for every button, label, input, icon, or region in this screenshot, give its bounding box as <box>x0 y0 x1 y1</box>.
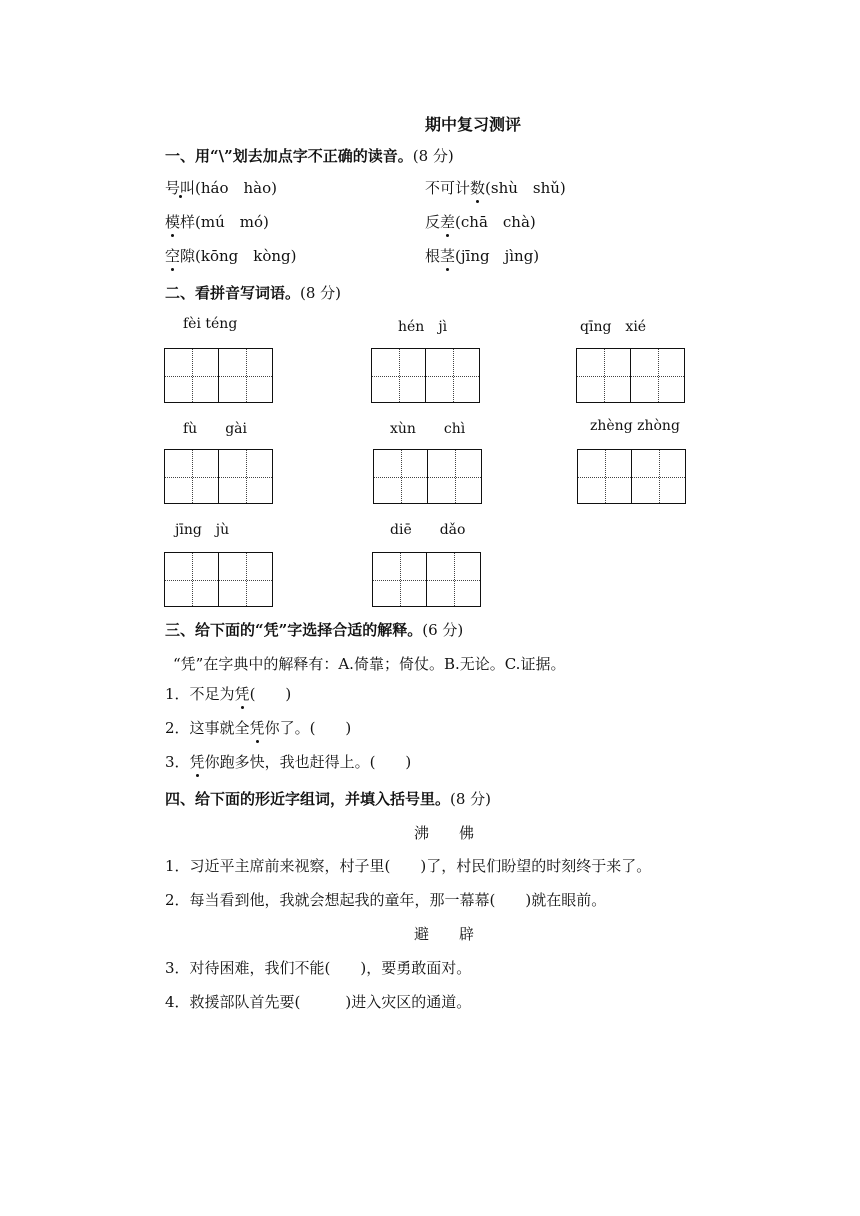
grid-cell[interactable] <box>426 553 480 606</box>
page-title: 期中复习测评 <box>425 115 522 134</box>
s1-item-5-post: 隙 <box>180 247 196 265</box>
s1-item-6-pre: 根 <box>425 247 441 265</box>
grid-cell[interactable] <box>427 450 481 503</box>
grid-cell[interactable] <box>218 553 272 606</box>
s1-item-4-pre: 反 <box>425 213 441 231</box>
s4-question-2: 2．每当看到他，我就会想起我的童年，那一幕幕( )就在眼前。 <box>165 891 607 909</box>
s3-q1-dot: 凭 <box>234 685 250 703</box>
s3-q1-pre: 1．不足为 <box>165 685 235 703</box>
s1-item-2-dot: 数 <box>470 179 486 197</box>
s1-item-4-reading: (chā chà) <box>455 213 536 231</box>
s3-question-1 <box>165 683 291 704</box>
s1-item-2-reading: (shù shǔ) <box>485 179 566 197</box>
pinyin-7: jīng jù <box>175 522 230 538</box>
section3-heading-text: 三、给下面的“凭”字选择合适的解释。 <box>165 621 423 639</box>
section2-heading-text: 二、看拼音写词语。 <box>165 284 301 302</box>
s1-item-2 <box>425 177 566 198</box>
grid-cell[interactable] <box>372 349 425 402</box>
section2-score: (8 分) <box>300 284 342 302</box>
s1-item-1-pre: 号 <box>165 179 181 197</box>
s1-item-4-dot: 差 <box>440 213 456 231</box>
section1-heading <box>165 145 454 166</box>
s1-item-1 <box>165 177 277 198</box>
section3-heading <box>165 619 463 640</box>
s4-char-pair-2: 避 辟 <box>414 925 475 943</box>
pinyin-6: zhèng zhòng <box>590 418 680 434</box>
pinyin-3: qīng xié <box>580 319 647 335</box>
grid-cell[interactable] <box>165 349 218 402</box>
grid-cell[interactable] <box>631 450 685 503</box>
writing-grid-1[interactable] <box>164 348 273 403</box>
s3-q3-post: 你跑多快，我也赶得上。( ) <box>204 753 412 771</box>
pinyin-8: diē dǎo <box>390 522 466 538</box>
grid-cell[interactable] <box>218 349 272 402</box>
section1-score: (8 分) <box>412 147 454 165</box>
writing-grid-7[interactable] <box>164 552 273 607</box>
writing-grid-8[interactable] <box>372 552 481 607</box>
grid-cell[interactable] <box>165 450 218 503</box>
s3-intro: “凭”在字典中的解释有：A.倚靠；倚仗。B.无论。C.证据。 <box>173 655 566 673</box>
s3-question-3 <box>165 751 411 772</box>
writing-grid-2[interactable] <box>371 348 480 403</box>
grid-cell[interactable] <box>577 349 630 402</box>
s1-item-3-dot: 模 <box>165 213 181 231</box>
grid-cell[interactable] <box>218 450 272 503</box>
s1-item-6-dot: 茎 <box>440 247 456 265</box>
grid-cell[interactable] <box>425 349 479 402</box>
s3-question-2 <box>165 717 351 738</box>
s1-item-3-post: 样 <box>180 213 196 231</box>
s3-q2-pre: 2．这事就全 <box>165 719 250 737</box>
grid-cell[interactable] <box>630 349 684 402</box>
section2-heading <box>165 282 341 303</box>
s1-item-2-pre: 不可计 <box>425 179 471 197</box>
s1-item-5 <box>165 245 297 266</box>
s4-question-1: 1．习近平主席前来视察，村子里( )了，村民们盼望的时刻终于来了。 <box>165 857 652 875</box>
section4-heading-text: 四、给下面的形近字组词，并填入括号里。 <box>165 790 451 808</box>
writing-grid-5[interactable] <box>373 449 482 504</box>
s3-q3-pre: 3． <box>165 753 190 771</box>
grid-cell[interactable] <box>373 553 426 606</box>
writing-grid-4[interactable] <box>164 449 273 504</box>
s3-q2-dot: 凭 <box>249 719 265 737</box>
s1-item-5-reading: (kōng kòng) <box>195 247 297 265</box>
s3-q3-dot: 凭 <box>189 753 205 771</box>
s1-item-4 <box>425 211 536 232</box>
s1-item-5-dot: 空 <box>165 247 181 265</box>
s4-question-3: 3．对待困难，我们不能( )，要勇敢面对。 <box>165 959 472 977</box>
pinyin-2: hén jì <box>398 319 448 335</box>
writing-grid-6[interactable] <box>577 449 686 504</box>
s4-question-4: 4．救援部队首先要( )进入灾区的通道。 <box>165 993 472 1011</box>
s3-q2-post: 你了。( ) <box>264 719 352 737</box>
pinyin-1: fèi téng <box>183 316 238 332</box>
s1-item-1-post: 叫 <box>180 179 196 197</box>
s1-item-6-reading: (jīng jìng) <box>455 247 540 265</box>
grid-cell[interactable] <box>578 450 631 503</box>
s1-item-3-reading: (mú mó) <box>195 213 269 231</box>
pinyin-5: xùn chì <box>390 421 466 437</box>
section3-score: (6 分) <box>422 621 464 639</box>
s3-q1-post: ( ) <box>249 685 292 703</box>
section1-heading-text: 一、用“\”划去加点字不正确的读音。 <box>165 147 413 165</box>
section4-heading <box>165 788 491 809</box>
grid-cell[interactable] <box>165 553 218 606</box>
writing-grid-3[interactable] <box>576 348 685 403</box>
s1-item-1-reading: (háo hào) <box>195 179 278 197</box>
section4-score: (8 分) <box>450 790 492 808</box>
grid-cell[interactable] <box>374 450 427 503</box>
pinyin-4: fù gài <box>183 421 247 437</box>
s4-char-pair-1: 沸 佛 <box>414 824 475 842</box>
s1-item-3 <box>165 211 269 232</box>
s1-item-6 <box>425 245 539 266</box>
